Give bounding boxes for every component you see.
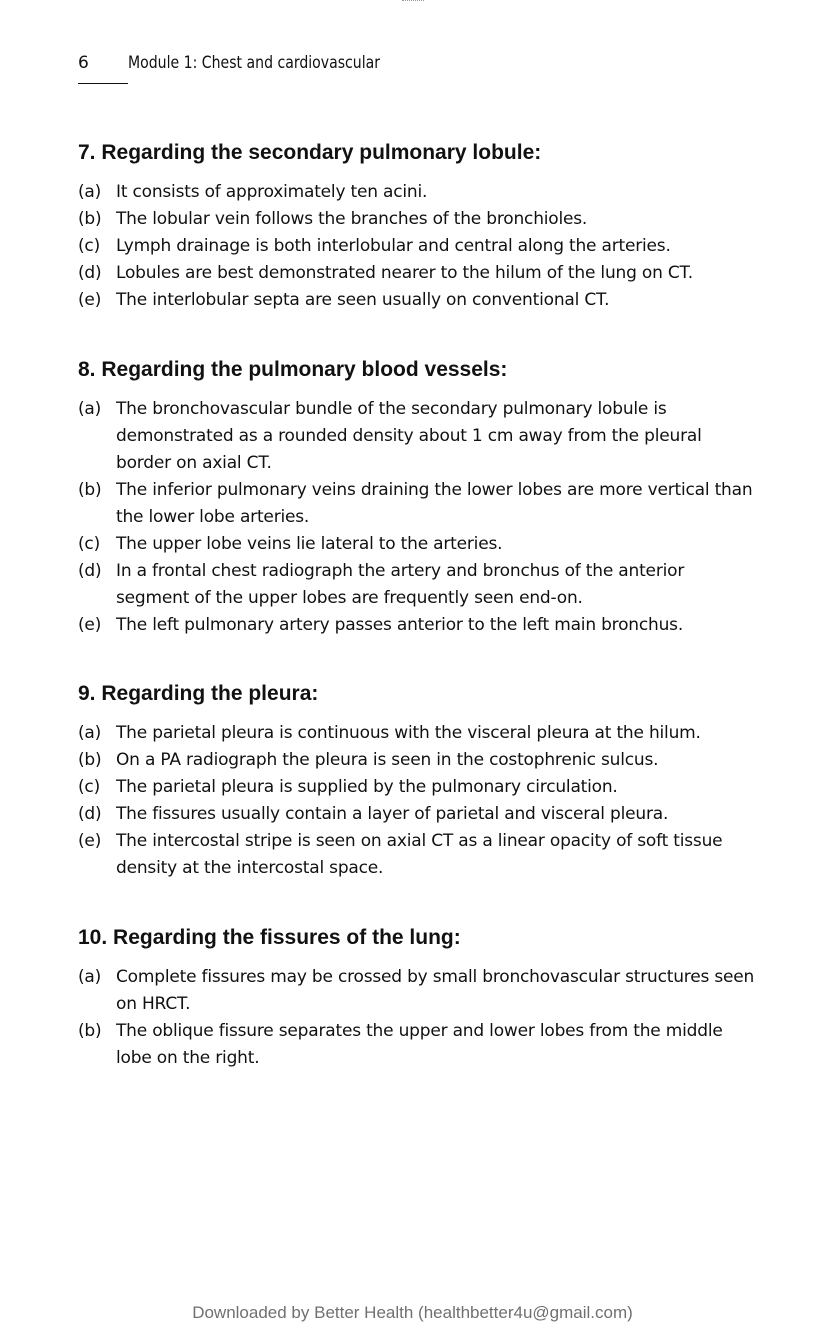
option-text: The left pulmonary artery passes anterior to the left main bronchus. bbox=[116, 615, 684, 635]
option-c bbox=[78, 233, 758, 260]
option-text: In a frontal chest radiograph the artery and bronchus of the anterior segment of the upper lobes are frequently seen end-on. bbox=[116, 561, 685, 608]
option-letter: (d) bbox=[78, 561, 102, 581]
option-text: The intercostal stripe is seen on axial CT as a linear opacity of soft tissue density at the intercostal space. bbox=[116, 831, 723, 878]
option-letter: (b) bbox=[78, 1021, 102, 1041]
option-letter: (a) bbox=[78, 399, 102, 419]
option-e bbox=[78, 287, 758, 314]
option-text: The inferior pulmonary veins draining the lower lobes are more vertical than the lower lobe arteries. bbox=[116, 480, 753, 527]
option-letter: (a) bbox=[78, 723, 102, 743]
option-text: The oblique fissure separates the upper and lower lobes from the middle lobe on the right. bbox=[116, 1021, 723, 1068]
option-letter: (a) bbox=[78, 967, 102, 987]
option-text: The parietal pleura is continuous with the visceral pleura at the hilum. bbox=[116, 723, 701, 743]
option-letter: (b) bbox=[78, 750, 102, 770]
option-text: The parietal pleura is supplied by the pulmonary circulation. bbox=[116, 777, 618, 797]
option-text: Lymph drainage is both interlobular and central along the arteries. bbox=[116, 236, 671, 256]
option-c bbox=[78, 531, 758, 558]
option-text: On a PA radiograph the pleura is seen in the costophrenic sulcus. bbox=[116, 750, 659, 770]
option-a bbox=[78, 179, 758, 206]
option-a bbox=[78, 396, 758, 477]
option-text: The fissures usually contain a layer of parietal and visceral pleura. bbox=[116, 804, 669, 824]
option-letter: (b) bbox=[78, 480, 102, 500]
option-d bbox=[78, 558, 758, 612]
option-letter: (e) bbox=[78, 290, 102, 310]
option-b bbox=[78, 747, 758, 774]
top-crop-mark bbox=[402, 0, 424, 3]
question-heading: 10. Regarding the fissures of the lung: bbox=[78, 926, 461, 949]
option-text: Lobules are best demonstrated nearer to the hilum of the lung on CT. bbox=[116, 263, 693, 283]
option-letter: (c) bbox=[78, 236, 101, 256]
option-text: The lobular vein follows the branches of the bronchioles. bbox=[116, 209, 588, 229]
question-heading: 8. Regarding the pulmonary blood vessels: bbox=[78, 358, 508, 381]
question-8 bbox=[78, 357, 758, 639]
header-rule bbox=[78, 83, 128, 84]
page-number: 6 bbox=[78, 53, 89, 73]
option-d bbox=[78, 260, 758, 287]
option-text: Complete fissures may be crossed by small bronchovascular structures seen on HRCT. bbox=[116, 967, 755, 1014]
page-header bbox=[78, 52, 498, 76]
option-letter: (c) bbox=[78, 534, 101, 554]
option-b bbox=[78, 477, 758, 531]
option-c bbox=[78, 774, 758, 801]
option-text: The bronchovascular bundle of the secondary pulmonary lobule is demonstrated as a rounded density about 1 cm away from the pleural border on axial CT. bbox=[116, 399, 702, 473]
question-heading: 9. Regarding the pleura: bbox=[78, 682, 319, 705]
option-letter: (e) bbox=[78, 615, 102, 635]
running-title: Module 1: Chest and cardiovascular bbox=[128, 53, 381, 73]
question-9 bbox=[78, 681, 758, 882]
option-letter: (a) bbox=[78, 182, 102, 202]
download-footer: Downloaded by Better Health (healthbetter4u@gmail.com) bbox=[192, 1303, 633, 1322]
option-d bbox=[78, 801, 758, 828]
option-b bbox=[78, 1018, 758, 1072]
option-a bbox=[78, 720, 758, 747]
option-letter: (c) bbox=[78, 777, 101, 797]
question-heading: 7. Regarding the secondary pulmonary lobule: bbox=[78, 141, 542, 164]
option-letter: (d) bbox=[78, 263, 102, 283]
option-a bbox=[78, 964, 758, 1018]
option-letter: (b) bbox=[78, 209, 102, 229]
question-10 bbox=[78, 925, 758, 1072]
option-text: The interlobular septa are seen usually on conventional CT. bbox=[116, 290, 610, 310]
option-text: The upper lobe veins lie lateral to the arteries. bbox=[116, 534, 503, 554]
option-letter: (e) bbox=[78, 831, 102, 851]
option-letter: (d) bbox=[78, 804, 102, 824]
question-7 bbox=[78, 140, 758, 314]
option-b bbox=[78, 206, 758, 233]
option-e bbox=[78, 612, 758, 639]
option-e bbox=[78, 828, 758, 882]
option-text: It consists of approximately ten acini. bbox=[116, 182, 428, 202]
